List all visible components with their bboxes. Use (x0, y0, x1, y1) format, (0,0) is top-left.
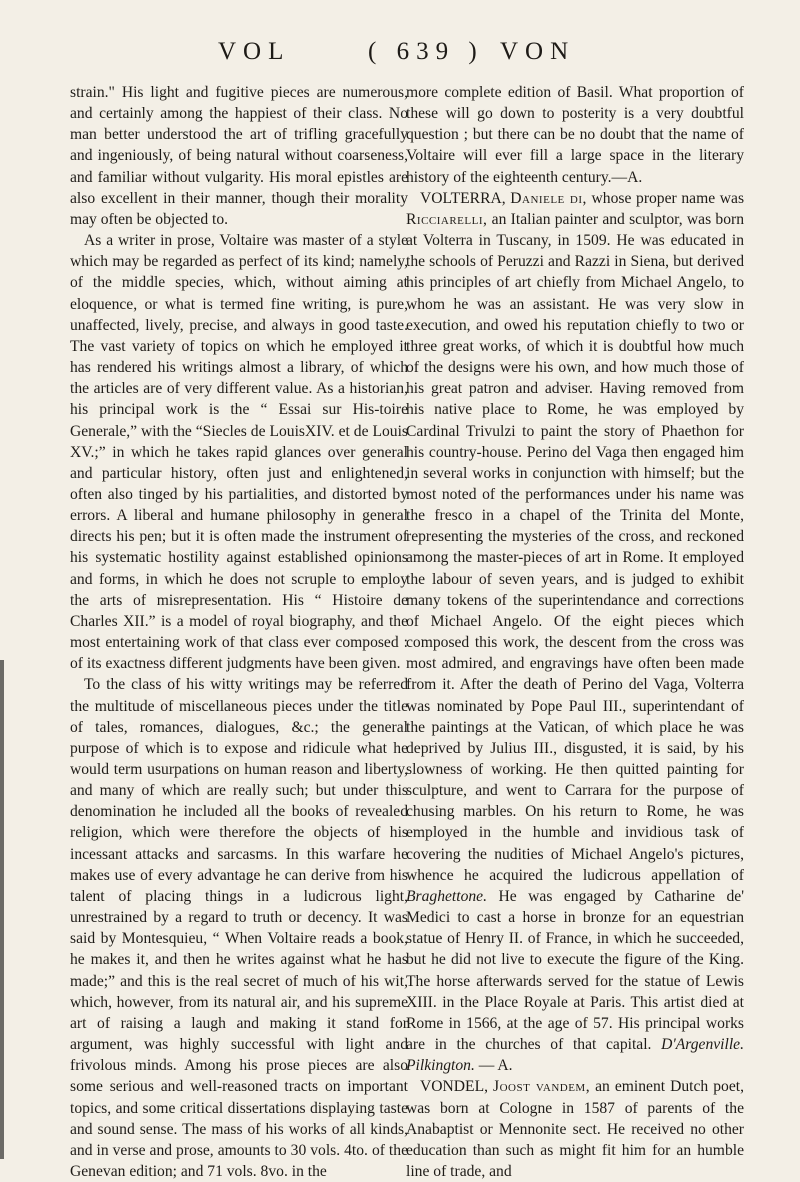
entry-nickname: Braghettone. (406, 887, 487, 905)
entry-volterra (406, 188, 744, 1077)
page-edge-shadow (0, 660, 4, 1159)
entry-signature: — A. (474, 1057, 513, 1075)
entry-headword: VONDEL, (420, 1078, 488, 1096)
entry-text: He was engaged by Catharine de' Medici to cast a horse in bronze for an equestrian statue of Henry II. of France, in which he succeeded, but he did not live to execute the figure of the King. The horse afterwards served for the statue of Lewis XIII. in the Place Royale at Paris. This artist died at Rome in 1566, at the age of 57. His principal works are in the churches of that capital. (406, 887, 744, 1054)
entry-vondel (406, 1076, 744, 1182)
entry-alias: Ricciarelli, (406, 210, 488, 228)
voltaire-poetry-paragraph: strain." His light and fugitive pieces are numerous, and certainly among the happiest of their class. No man better understood the art of trifling gracefully and ingeniously, of being natural without coarseness, and familiar without vulgarity. His moral epistles are also excellent in their manner, though their morality may often be objected to. (70, 84, 408, 228)
voltaire-conclusion-paragraph: more complete edition of Basil. What proportion of these will go down to posterity is a very doubtful question ; but there can be no doubt that the name of Voltaire will ever fill a large space in the literary history of the eighteenth century.—A. (406, 84, 744, 186)
voltaire-prose-paragraph: As a writer in prose, Voltaire was master of a style which may be regarded as perfect of its kind; namely, of the middle species, which, without aiming at eloquence, or what is termed fine writing, is pure, unaffected, lively, precise, and always in good taste. The vast variety of topics on which he employed it has rendered his writings almost a library, of which the articles are of very different value. As a historian, his principal work is the “ Essai sur His-toire Generale,” with the “Siecles de LouisXIV. et de Louis XV.;” in which he takes rapid glances over general and particular history, often just and enlightened, often also tinged by his partialities, and distorted by errors. A liberal and humane philosophy in general directs his pen; but it is often made the instrument of his systematic hostility against established opinions and forms, in which he does not scruple to employ the arts of misrepresentation. His “ Histoire de Charles XII.” is a model of royal biography, and the most entertaining work of that class ever composed : of its exactness different judgments have been given. (70, 232, 408, 673)
entry-name: Daniele di, (510, 189, 587, 207)
left-column (70, 82, 408, 1182)
page-number: ( 639 ) (368, 38, 484, 65)
running-header (0, 38, 800, 72)
entry-text: an eminent Dutch poet, was born at Cologne in 1587 of parents of the Anabaptist or Mennonite sect. He received no other education than such as might fit him for an humble line of trade, and (406, 1078, 744, 1180)
entry-headword: VOLTERRA, (420, 189, 506, 207)
entry-text: whose proper name was (586, 189, 745, 207)
entry-sources: D'Argenville. Pilkington. (406, 1036, 744, 1075)
right-column (406, 82, 744, 1182)
header-left-guideword: VOL (218, 38, 291, 65)
header-right-guideword: VON (500, 38, 576, 65)
voltaire-wit-paragraph: To the class of his witty writings may be referred the multitude of miscellaneous pieces under the title of tales, romances, dialogues, &c.; the general purpose of which is to expose and ridicule what he would term usurpations on human reason and liberty, and many of which are really such; but under this denomination he included all the books of revealed religion, which were therefore the objects of his incessant attacks and sarcasms. In this warfare he makes use of every advantage he can derive from his talent of placing things in a ludicrous light, unrestrained by a regard to truth or decency. It was said by Montesquieu, “ When Voltaire reads a book, he makes it, and then he writes against what he has made;” and this is the real secret of much of his wit, which, however, from its natural air, and his supreme art of raising a laugh and making it stand for argument, was highly successful with light and frivolous minds. Among his prose pieces are also some serious and well-reasoned tracts on important topics, and some critical dissertations displaying taste and sound sense. The mass of his works of all kinds, and in verse and prose, amounts to 30 vols. 4to. of the Genevan edition; and 71 vols. 8vo. in the (70, 676, 408, 1180)
entry-name: Joost vandem, (493, 1078, 591, 1096)
entry-text: an Italian painter and sculptor, was born at Volterra in Tuscany, in 1509. He was educated in the schools of Peruzzi and Razzi in Siena, but derived his principles of art chiefly from Michael Angelo, to whom he was an assistant. He was very slow in execution, and owed his reputation chiefly to two or three great works, of which it is doubtful how much of the designs were his own, and how much those of his great patron and adviser. Having removed from his native place to Rome, he was employed by Cardinal Trivulzi to paint the story of Phaethon for his country-house. Perino del Vaga then engaged him in several works in conjunction with himself; but the most noted of the performances under his name was the fresco in a chapel of the Trinita del Monte, representing the mysteries of the cross, and reckoned among the master-pieces of art in Rome. It employed the labour of seven years, and is judged to exhibit many tokens of the superintendance and corrections of Michael Angelo. Of the eight pieces which composed this work, the descent from the cross was most admired, and engravings have often been made from it. After the death of Perino del Vaga, Volterra was nominated by Pope Paul III., superintendant of the paintings at the Vatican, of which place he was deprived by Julius III., disgusted, it is said, by his slowness of working. He then quitted painting for sculpture, and went to Carrara for the purpose of chusing marbles. On his return to Rome, he was employed in the humble and invidious task of covering the nudities of Michael Angelo's pictures, whence he acquired the ludicrous appellation of (406, 210, 744, 884)
